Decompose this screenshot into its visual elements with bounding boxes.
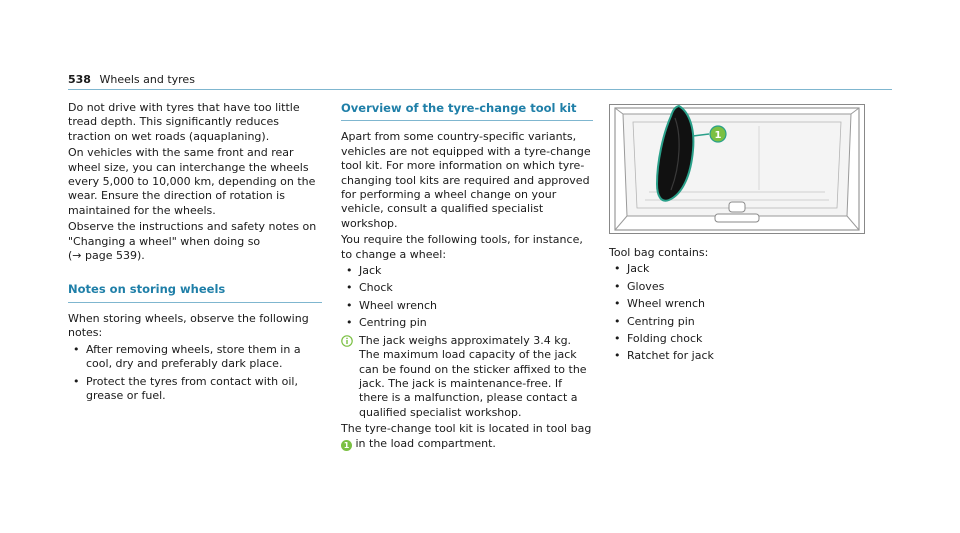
list-item: • Jack [341, 264, 593, 278]
list-item: • Folding chock [609, 332, 865, 346]
paragraph-tool-bag-location [341, 422, 593, 451]
list-item: • After removing wheels, store them in a cool, dry and preferably dark place. [68, 343, 322, 372]
paragraph-interchange: On vehicles with the same front and rear wheel size, you can interchange the wheels every 5,000 to 10,000 km, depending on the wear. Ensure the direction of rotation is maintained for the wheels. [68, 146, 316, 217]
storing-intro: When storing wheels, observe the following notes: [68, 311, 309, 340]
info-icon [341, 335, 353, 351]
page-header [68, 73, 195, 86]
required-tools-list [341, 264, 593, 331]
jack-info-note [341, 334, 593, 420]
figure-caption: Tool bag contains: [609, 246, 709, 259]
list-item: • Centring pin [609, 315, 865, 329]
list-item: • Chock [341, 281, 593, 295]
section-title: Wheels and tyres [99, 73, 195, 86]
page-reference-link[interactable]: (→ page 539). [68, 249, 145, 263]
heading-tool-kit-overview: Overview of the tyre-change tool kit [341, 101, 593, 121]
header-divider [68, 89, 892, 90]
list-item: • Protect the tyres from contact with oil, grease or fuel. [68, 375, 322, 404]
load-compartment-illustration [609, 104, 865, 234]
list-item: • Jack [609, 262, 865, 276]
list-item: • Gloves [609, 280, 865, 294]
location-text-end: in the load compartment. [355, 436, 496, 450]
page-number: 538 [68, 73, 91, 86]
column-right [609, 104, 865, 367]
observe-text: Observe the instructions and safety notes on "Changing a wheel" when doing so [68, 220, 317, 248]
list-item: • Ratchet for jack [609, 349, 865, 363]
location-text: The tyre-change tool kit is located in tool bag [341, 422, 592, 436]
paragraph-required-tools: You require the following tools, for instance, to change a wheel: [341, 233, 583, 261]
figure-callout-badge: 1 [714, 130, 722, 141]
paragraph-observe [68, 220, 322, 263]
heading-storing-wheels: Notes on storing wheels [68, 282, 322, 302]
paragraph-variants: Apart from some country-specific variants, vehicles are not equipped with a tyre-change tool kit. For more information on which tyre-changing tool kits are required and approved for performing a wheel change on your vehicle, consult a qualified specialist workshop. [341, 130, 591, 230]
list-item: • Wheel wrench [609, 297, 865, 311]
callout-badge: 1 [341, 440, 352, 451]
list-item: • Centring pin [341, 316, 593, 330]
storing-notes-list [68, 343, 322, 404]
paragraph-tread-depth: Do not drive with tyres that have too little tread depth. This significantly reduces traction on wet roads (aquaplaning). [68, 101, 300, 143]
list-item: • Wheel wrench [341, 299, 593, 313]
column-left [68, 101, 322, 406]
note-text: The jack weighs approximately 3.4 kg. The maximum load capacity of the jack can be found on the sticker affixed to the jack. The jack is maintenance-free. If there is a malfunction, please contact a qualified specialist workshop. [359, 333, 587, 419]
tool-bag-contents-list [609, 262, 865, 363]
column-middle [341, 101, 593, 453]
